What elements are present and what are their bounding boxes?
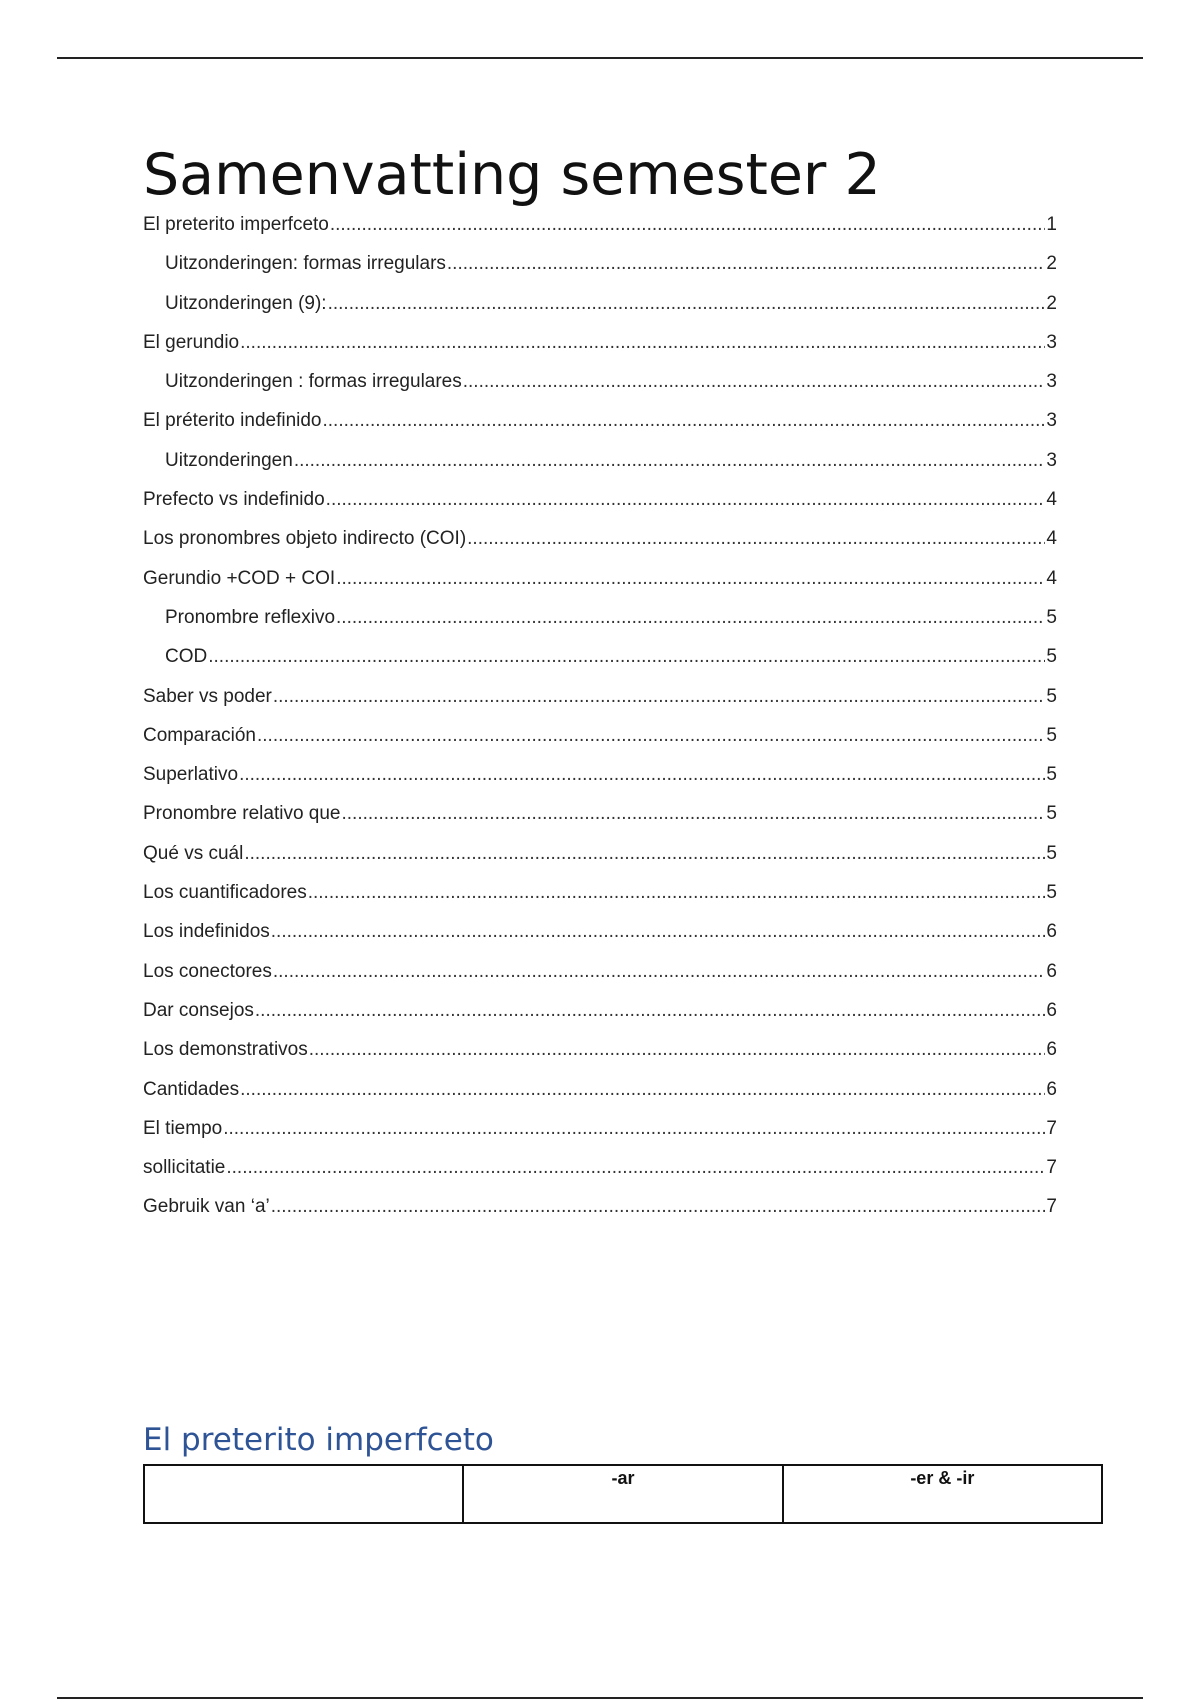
footer-rule xyxy=(57,1697,1143,1699)
toc-dot-leader xyxy=(271,912,1046,951)
toc-page-number: 5 xyxy=(1046,646,1057,668)
toc-page-number: 3 xyxy=(1046,410,1057,432)
toc-entry-text: El gerundio xyxy=(143,331,240,353)
toc-dot-leader xyxy=(273,677,1046,716)
toc-entry[interactable] xyxy=(143,323,1057,362)
toc-page-number: 2 xyxy=(1046,292,1057,314)
toc-page-number: 3 xyxy=(1046,331,1057,353)
toc-entry[interactable] xyxy=(143,716,1057,755)
toc-entry-text: Uitzonderingen: formas irregulars xyxy=(165,253,446,275)
toc-dot-leader xyxy=(257,716,1045,755)
toc-page-number: 2 xyxy=(1046,253,1057,275)
toc-dot-leader xyxy=(342,794,1046,833)
toc-page-number: 5 xyxy=(1046,724,1057,746)
toc-page-number: 4 xyxy=(1046,489,1057,511)
toc-dot-leader xyxy=(223,1109,1045,1148)
toc-dot-leader xyxy=(308,873,1046,912)
toc-entry[interactable] xyxy=(143,362,1057,401)
toc-entry[interactable] xyxy=(143,284,1057,323)
toc-page-number: 7 xyxy=(1046,1117,1057,1139)
toc-entry-text: Qué vs cuál xyxy=(143,842,244,864)
toc-entry[interactable] xyxy=(143,1109,1057,1148)
toc-dot-leader xyxy=(326,480,1046,519)
toc-entry[interactable] xyxy=(143,401,1057,440)
toc-entry-text: Pronombre reflexivo xyxy=(165,606,336,628)
conjugation-table xyxy=(143,1464,1103,1524)
toc-page-number: 3 xyxy=(1046,371,1057,393)
toc-page-number: 7 xyxy=(1046,1157,1057,1179)
toc-entry-text: Gebruik van ‘a’ xyxy=(143,1196,270,1218)
toc-page-number: 5 xyxy=(1046,764,1057,786)
toc-entry[interactable] xyxy=(143,677,1057,716)
table-header-cell-er-ir: -er & -ir xyxy=(783,1465,1102,1523)
toc-page-number: 5 xyxy=(1046,606,1057,628)
toc-entry-text: El preterito imperfceto xyxy=(143,214,329,235)
toc-entry-text: sollicitatie xyxy=(143,1157,226,1179)
toc-page-number: 4 xyxy=(1046,528,1057,550)
toc-entry[interactable] xyxy=(143,637,1057,676)
toc-entry[interactable] xyxy=(143,952,1057,991)
toc-entry-text: Gerundio +COD + COI xyxy=(143,567,336,589)
toc-entry[interactable] xyxy=(143,1148,1057,1187)
toc-entry[interactable] xyxy=(143,912,1057,951)
toc-entry-text: Prefecto vs indefinido xyxy=(143,489,325,511)
toc-entry[interactable] xyxy=(143,1187,1057,1226)
toc-entry-text: El préterito indefinido xyxy=(143,410,322,432)
toc-page-number: 4 xyxy=(1046,567,1057,589)
toc-dot-leader xyxy=(336,598,1045,637)
toc-entry-text: Los pronombres objeto indirecto (COI) xyxy=(143,528,467,550)
toc-dot-leader xyxy=(294,441,1046,480)
toc-entry-text: Los indefinidos xyxy=(143,921,270,943)
toc-dot-leader xyxy=(328,284,1046,323)
toc-page-number: 7 xyxy=(1046,1196,1057,1218)
toc-entry-text: Los cuantificadores xyxy=(143,882,307,904)
toc-entry[interactable] xyxy=(143,794,1057,833)
toc-entry[interactable] xyxy=(143,559,1057,598)
toc-page-number: 5 xyxy=(1046,882,1057,904)
toc-entry-text: Los conectores xyxy=(143,960,272,982)
table-header-cell-blank xyxy=(144,1465,463,1523)
document-title: Samenvatting semester 2 xyxy=(143,142,881,208)
toc-entry[interactable] xyxy=(143,755,1057,794)
toc-page-number: 6 xyxy=(1046,960,1057,982)
toc-entry-text: Uitzonderingen : formas irregulares xyxy=(165,371,462,393)
toc-entry[interactable] xyxy=(143,519,1057,558)
toc-dot-leader xyxy=(273,952,1046,991)
toc-page-number: 6 xyxy=(1046,1039,1057,1061)
toc-entry-text: Pronombre relativo que xyxy=(143,803,341,825)
toc-dot-leader xyxy=(240,323,1045,362)
toc-entry[interactable] xyxy=(143,991,1057,1030)
toc-dot-leader xyxy=(255,991,1046,1030)
toc-entry[interactable] xyxy=(143,441,1057,480)
toc-dot-leader xyxy=(323,401,1046,440)
toc-entry[interactable] xyxy=(143,244,1057,283)
toc-page-number: 6 xyxy=(1046,999,1057,1021)
toc-dot-leader xyxy=(330,205,1046,244)
toc-page-number: 5 xyxy=(1046,685,1057,707)
toc-entry-text: El tiempo xyxy=(143,1117,223,1139)
toc-dot-leader xyxy=(240,1070,1045,1109)
toc-entry-text: Dar consejos xyxy=(143,999,254,1021)
toc-entry-text: Saber vs poder xyxy=(143,685,272,707)
section-heading: El preterito imperfceto xyxy=(143,1422,494,1458)
toc-entry[interactable] xyxy=(143,834,1057,873)
toc-entry[interactable] xyxy=(143,205,1057,244)
table-of-contents xyxy=(143,205,1057,1227)
toc-page-number: 6 xyxy=(1046,1078,1057,1100)
toc-entry[interactable] xyxy=(143,1030,1057,1069)
toc-entry[interactable] xyxy=(143,873,1057,912)
toc-entry[interactable] xyxy=(143,598,1057,637)
toc-page-number: 3 xyxy=(1046,449,1057,471)
toc-dot-leader xyxy=(309,1030,1046,1069)
toc-entry-text: Los demonstrativos xyxy=(143,1039,308,1061)
toc-dot-leader xyxy=(208,637,1045,676)
toc-entry-text: COD xyxy=(165,646,208,668)
header-rule xyxy=(57,57,1143,59)
toc-entry-text: Uitzonderingen xyxy=(165,449,293,471)
toc-entry-text: Comparación xyxy=(143,724,256,746)
toc-dot-leader xyxy=(244,834,1045,873)
toc-dot-leader xyxy=(239,755,1045,794)
toc-dot-leader xyxy=(336,559,1045,598)
table-header-cell-ar: -ar xyxy=(463,1465,782,1523)
toc-dot-leader xyxy=(226,1148,1045,1187)
toc-page-number: 5 xyxy=(1046,842,1057,864)
toc-entry[interactable] xyxy=(143,480,1057,519)
toc-dot-leader xyxy=(447,244,1046,283)
toc-dot-leader xyxy=(271,1187,1046,1226)
toc-page-number: 5 xyxy=(1046,803,1057,825)
toc-dot-leader xyxy=(463,362,1046,401)
toc-entry-text: Cantidades xyxy=(143,1078,240,1100)
table-header-row xyxy=(144,1465,1102,1523)
toc-dot-leader xyxy=(467,519,1045,558)
toc-entry[interactable] xyxy=(143,1070,1057,1109)
toc-entry-text: Superlativo xyxy=(143,764,239,786)
toc-page-number: 6 xyxy=(1046,921,1057,943)
toc-page-number: 1 xyxy=(1046,214,1057,235)
toc-entry-text: Uitzonderingen (9): xyxy=(165,292,327,314)
